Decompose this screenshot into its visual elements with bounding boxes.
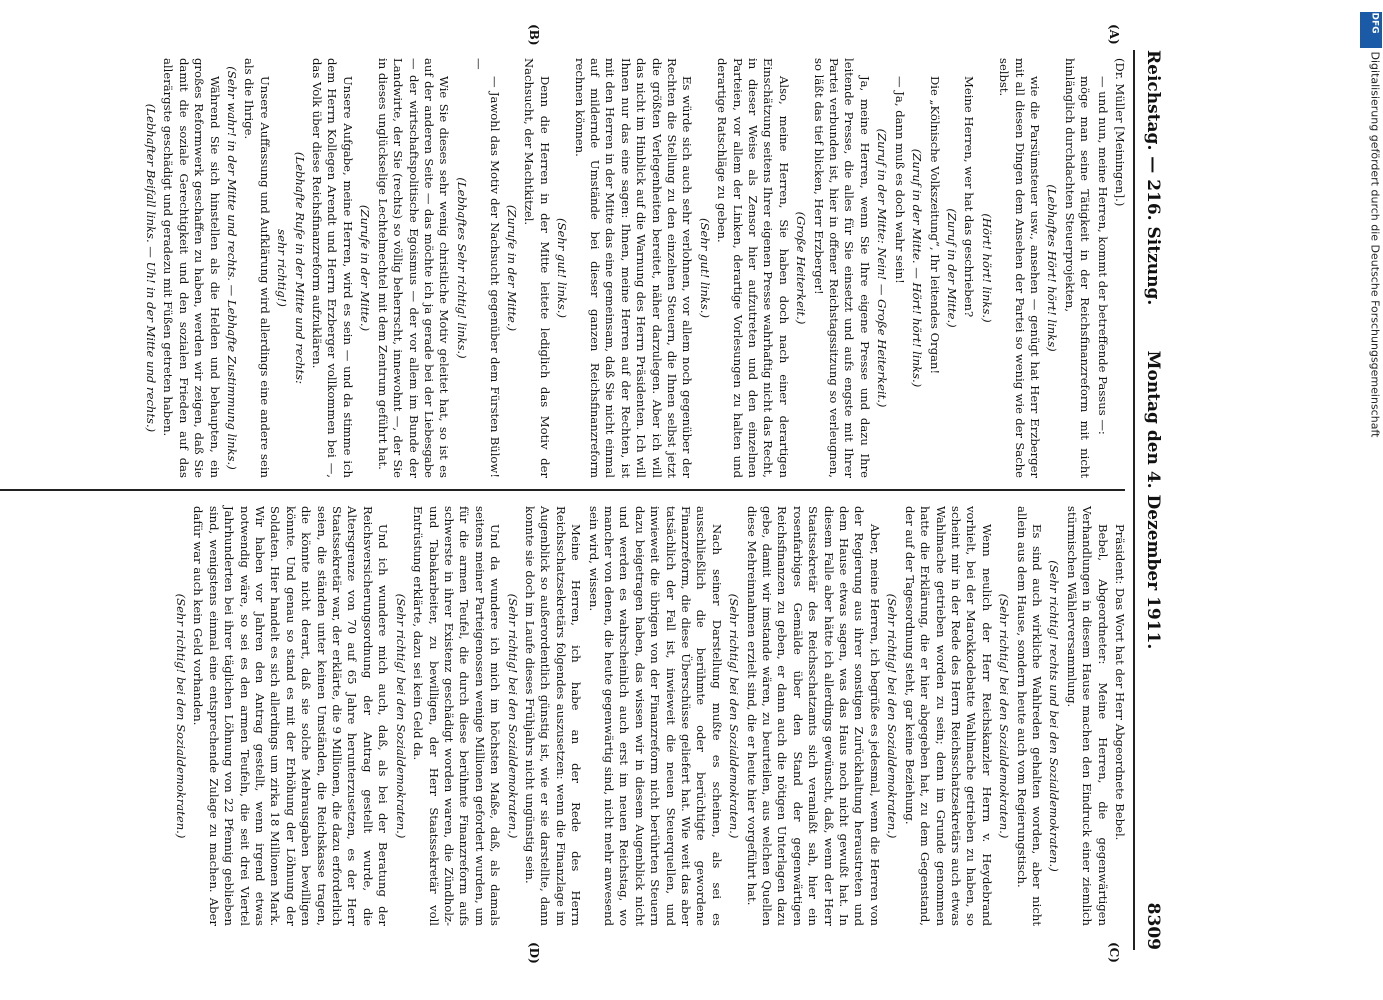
paragraph: Unsere Aufgabe, meine Herren, wird es sein — und da stimme ich dem Herrn Kollegen Arendt und Herrn Erzberger vollkommen bei —, das Volk über diese Reichsfinanzreform aufzuklären. bbox=[310, 58, 355, 478]
header-rule bbox=[1133, 50, 1135, 950]
interjection: (Lebhaftes Hört! hört! links) bbox=[1045, 184, 1060, 352]
interjection: (Sehr richtig! bei den Sozialdemokraten.) bbox=[885, 593, 900, 839]
interjection: (Sehr richtig! bei den Sozialdemokraten.) bbox=[174, 593, 189, 839]
interjection: (Zuruf in der Mitte.) bbox=[944, 208, 959, 328]
paragraph: Bebel, Abgeordneter: Meine Herren, die gegenwärtigen Verhandlungen in diesem Hause machen den Eindruck einer ziemlich stürmischen Wählerversammlung. bbox=[1064, 506, 1110, 926]
interjection: (Sehr richtig! rechts und bei den Sozialdemokraten.) bbox=[1047, 560, 1062, 872]
rotated-page bbox=[0, 20, 1181, 980]
paragraph: Wie Sie dieses sehr wenig christliche Motiv geleitet hat, so ist es auf der anderen Seite — das möchte ich ja gerade bei der Liebesgabe — der wirtschaftspolitische Egoismus — der vor allem im Bunde der Landwirte, der Sie (rechts) so völlig beherrscht, innewohnt —, der Sie in dieses unglückselige Lechtelmechtel mit dem Zentrum geführt hat. bbox=[375, 58, 452, 478]
interjection: (Sehr richtig! bei den Sozialdemokraten.) bbox=[505, 593, 520, 839]
paragraph: — und nun, meine Herren, kommt der betreffende Passus —: bbox=[1095, 76, 1110, 435]
paragraph: Präsident: Das Wort hat der Herr Abgeordnete Bebel. bbox=[1113, 524, 1127, 841]
interjection: (Zuruf in der Mitte: Nein! — Große Heiterkeit.) bbox=[875, 128, 890, 408]
interjection: sehr richtig!) bbox=[275, 229, 290, 307]
dfg-logo: DFG bbox=[1360, 12, 1382, 48]
interjection: (Große Heiterkeit.) bbox=[794, 211, 809, 325]
paragraph: — Ja, dann muß es doch wahr sein! bbox=[892, 76, 907, 284]
paragraph: Und da wundere ich mich im höchsten Maße, daß, als damals seitens meiner Parteigenossen wenige Millionen gefordert wurden, um für die armen Teufel, die durch diese berühmte Finanzreform aufs schwerste in ihrer Existenz geschädigt worden waren, die Zündholz- und Tabakarbeiter, zu bewilligen, der Herr Staatssekretär voll Entrüstung erklärte, dazu sei kein Geld da. bbox=[411, 506, 503, 926]
paragraph: Meine Herren, ich habe an der Rede des Herrn Reichsschatzsekretärs folgendes auszusetzen: wenn die Finanzlage im Augenblick so außerordentlich günstig ist, wie er sie darstellte, dann konnte sie doch im Laufe dieses Frühjahrs nicht ungünstig sein. bbox=[522, 506, 584, 926]
right-column bbox=[171, 506, 1127, 926]
interjection: (Lebhafter Beifall links. — Uh! in der Mitte und rechts.) bbox=[144, 103, 159, 433]
interjection: (Zurufe in der Mitte.) bbox=[504, 204, 519, 332]
interjection: (Zuruf in der Mitte. — Hört! hört! links.) bbox=[910, 148, 925, 388]
page-header bbox=[1139, 50, 1163, 950]
interjection: (Sehr richtig! bei den Sozialdemokraten.) bbox=[727, 593, 742, 839]
paragraph: Denn die Herren in der Mitte leitete lediglich das Motiv der Nachsucht, der Machtkitzel. bbox=[522, 58, 552, 478]
paragraph: — Jawohl das Motiv der Nachsucht gegenüber dem Fürsten Bülow! — bbox=[472, 58, 502, 478]
interjection: (Sehr gut! links.) bbox=[555, 218, 570, 318]
header-date: Montag den 4. Dezember 1911. bbox=[1143, 350, 1163, 650]
paragraph: möge man seine Tätigkeit in der Reichsfinanzreform mit nicht hinlänglich durchdachten Steuerprojekten, bbox=[1062, 58, 1093, 478]
margin-mark-b: (B) bbox=[527, 24, 541, 46]
interjection: (Lebhafte Rufe in der Mitte und rechts: bbox=[292, 151, 307, 385]
interjection: (Sehr gut! links.) bbox=[697, 218, 712, 318]
paragraph: Aber, meine Herren, ich begrüße es jedesmal, wenn die Herren von der Regierung aus ihrer sonstigen Zurückhaltung heraustreten und dem Hause etwas sagen, was das Haus noch nicht gewußt hat. In diesem Falle aber hätte ich allerdings gewünscht, daß, wenn der Herr Staatssekretär des Reichsschatzamts sich veranlaßt sah, hier ein rosenfarbiges Gemälde über den Stand der gegenwärtigen Reichsfinanzen zu geben, er dann auch die nötigen Unterlagen dazu gebe, damit wir imstande wären, zu beurteilen, aus welchen Quellen diese Mehreinnahmen erzielt sind, die er heute hier vorgeführt hat. bbox=[744, 506, 882, 926]
speaker-reference: (Dr. Müller [Meiningen].) bbox=[1113, 58, 1127, 207]
left-column bbox=[141, 58, 1127, 478]
paragraph: Meine Herren, wer hat das geschrieben? bbox=[962, 76, 977, 318]
interjection: (Sehr wahr! in der Mitte und rechts. — Lebhafte Zustimmung links.) bbox=[225, 66, 240, 470]
paragraph: wie die Parsümsteuer usw., ansehen — genügt hat Herr Erzberger mit all diesen Dingen dem Ansehen der Partei so wenig wie der Sache selbst. bbox=[997, 58, 1042, 478]
margin-mark-d: (D) bbox=[527, 942, 541, 964]
interjection: (Zurufe in der Mitte.) bbox=[358, 204, 373, 332]
header-page-number: 8309 bbox=[1143, 902, 1163, 950]
paragraph: Es würde sich auch sehr verlohnen, vor allem noch gegenüber der Rechten die Stellung zu den einzelnen Steuern, die Ihnen selbst jetzt die größten Verlegenheiten bereitet, näher darzulegen. Aber ich will das nicht im Hinblick auf die Warnung des Herrn Präsidenten. Ich will Ihnen nur das eine sagen: Ihnen, meine Herren auf der Rechten, ist mit den Herren in der Mitte das eine gemeinsam, daß Sie nicht einmal auf mildernde Umstände bei dieser ganzen Reichsfinanzreform rechnen können. bbox=[572, 58, 695, 478]
paragraph: Es sind auch wirkliche Wahlreden gehalten worden, aber nicht allein aus dem Hause, sondern heute auch vom Regierungstisch. bbox=[1014, 506, 1044, 926]
header-session: Reichstag. — 216. Sitzung. bbox=[1143, 50, 1163, 306]
interjection: (Sehr richtig! bei den Sozialdemokraten.) bbox=[393, 593, 408, 839]
paragraph: Ja, meine Herren, wenn Sie Ihre eigene Presse und dazu Ihre leitende Presse, die alles für Sie einsetzt und aufs engste mit Ihrer Partei verbunden ist, hier in offener Reichstagssitzung so verleugnen, so läßt das tief blicken, Herr Erzberger! bbox=[811, 58, 872, 478]
paragraph: Und ich wundere mich auch, daß, als bei der Beratung der Reichsversicherungsordnung der Antrag gestellt wurde, die Altersgrenze von 70 auf 65 Jahre herunterzusetzen, es der Herr Staatssekretär war, der erklärte, die 9 Millionen, die dazu erforderlich seien, die ständen unter keinen Umständen, die Reichskasse tragen, die könnte nicht derart, daß sie solche Mehrausgaben bewilligen könnte. Und genau so stand es mit der Erhöhung der Löhnung der Soldaten. Hier handelt es sich allerdings um zirka 18 Millionen Mark. Wir haben vor Jahren den Antrag gestellt, wenn irgend etwas notwendig wäre, so sei es den armen Teufeln, die seit drei Viertel Jahrhunderten bei ihrer täglichen Löhnung von 22 Pfennig geblieben sind, wenigstens einmal eine entsprechende Zulage zu machen. Aber dafür war auch kein Geld vorhanden. bbox=[191, 506, 391, 926]
paragraph: Unsere Auffassung und Aufklärung wird allerdings eine andere sein als die Ihrige. bbox=[242, 58, 272, 478]
margin-mark-a: (A) bbox=[1107, 24, 1121, 45]
paragraph: Die „Kölnische Volkszeitung“, Ihr leitendes Organ! bbox=[927, 76, 942, 375]
paragraph: Wenn neulich der Herr Reichskanzler Herrn v. Heydebrand vorhielt, bei der Marokkodebatte Wahlmache getrieben zu haben, so scheint mir in der Rede des Herrn Reichsschatzsekretärs auch etwas Wahlmache getrieben worden zu sein; denn im Grunde genommen hatte die Erklärung, die er hier abgegeben hat, zu dem Gegenstand, der auf der Tagesordnung steht, gar keine Beziehung. bbox=[902, 506, 994, 926]
paragraph: Also, meine Herren, Sie haben doch nach einer derartigen Einschätzung seitens Ihrer eigenen Presse wahrhaftig nicht das Recht, in dieser Weise als Zensor hier aufzutreten und den einzelnen Parteien, vor allem der Linken, derartige Vorlesungen zu halten und derartige Ratschläge zu geben. bbox=[715, 58, 791, 478]
margin-mark-c: (C) bbox=[1107, 942, 1121, 963]
paragraph: Während Sie sich hinstellen als die Helden und behaupten, ein großes Reformwerk geschaffen zu haben, werden wir zeigen, daß Sie damit die soziale Gerechtigkeit und den sozialen Frieden auf das allerärgste geschädigt und geradezu mit Füßen getreten haben. bbox=[161, 58, 222, 478]
column-divider bbox=[0, 489, 1125, 491]
paragraph: Nach seiner Darstellung mußte es scheinen, als sei es ausschließlich die berühmte oder berüchtigte gewordene Finanzreform, die diese Überschüsse geliefert hat. Wie weit das aber tatsächlich der Fall ist, inwieweit die neuen Steuerquellen, und inwieweit die übrigen von der Finanzreform nicht berührten Steuern dazu beigetragen haben, das wissen wir in diesem Augenblick nicht und werden es wahrscheinlich auch erst im neuen Reichstag, wo mancher von denen, die heute gegenwärtig sind, nicht mehr anwesend sein wird, wissen. bbox=[586, 506, 724, 926]
interjection: (Lebhaftes Sehr richtig! links.) bbox=[454, 177, 469, 359]
digitization-credit: Digitalisierung gefördert durch die Deutsche Forschungsgemeinschaft bbox=[1368, 51, 1382, 438]
interjection: (Sehr richtig! bei den Sozialdemokraten.) bbox=[997, 593, 1012, 839]
interjection: (Hört! hört! links.) bbox=[979, 213, 994, 323]
